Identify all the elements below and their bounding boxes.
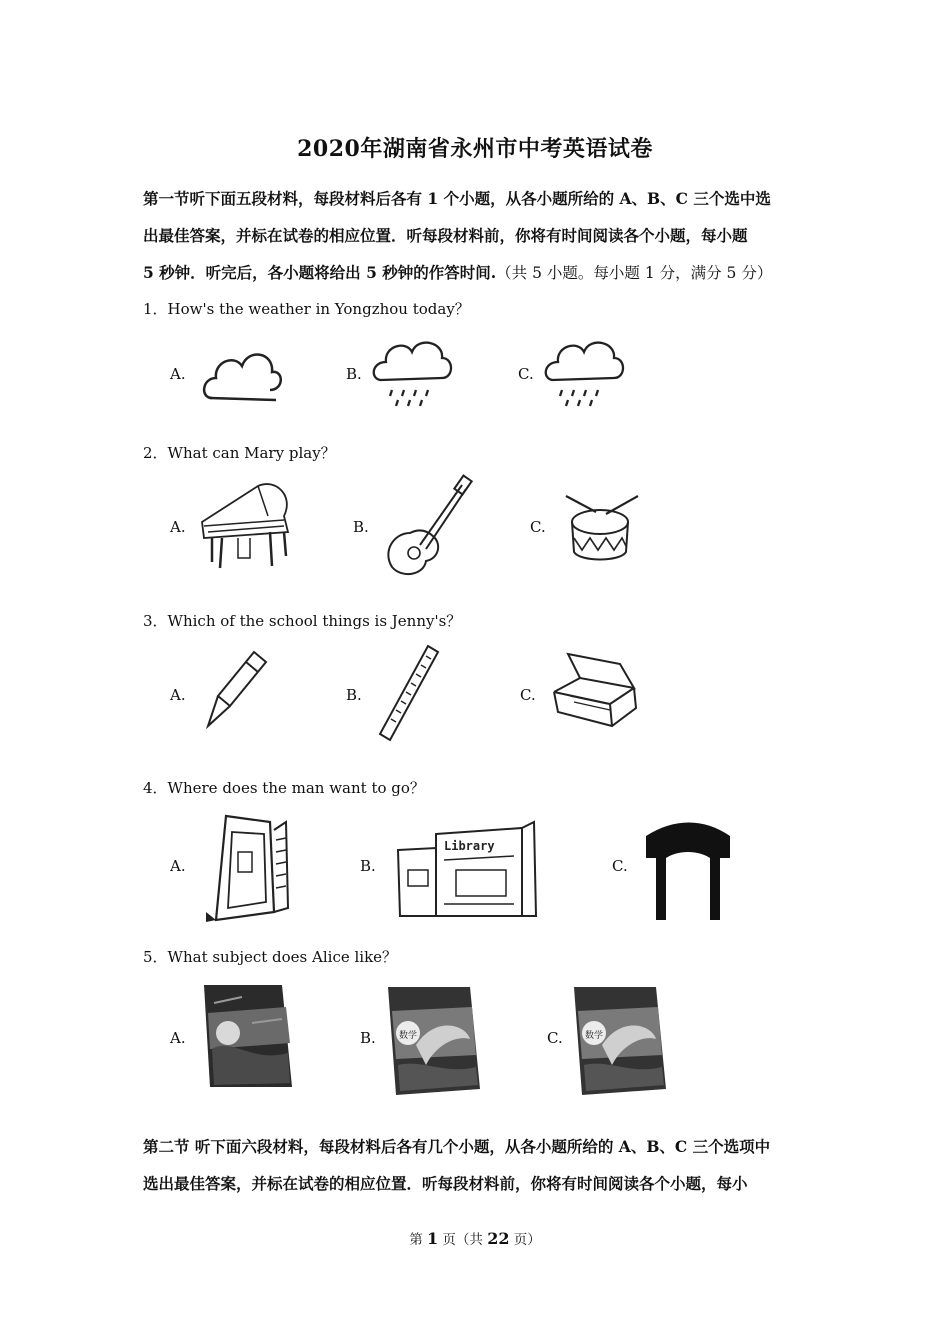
math-book-label: 数学	[399, 1031, 418, 1041]
question-4-stem: 4．Where does the man want to go？	[143, 779, 425, 797]
q4-option-c-label: C.	[612, 857, 628, 875]
section2-line1: 第二节 听下面六段材料，每段材料后各有几个小题，从各小题所给的 A、B、C 三个选项中	[143, 1137, 771, 1156]
library-icon	[396, 820, 541, 920]
pen-icon	[200, 648, 270, 733]
question-1-stem: 1．How's the weather in Yongzhou today？	[143, 300, 470, 318]
question-2-stem: 2．What can Mary play？	[143, 444, 336, 462]
piano-icon	[198, 476, 298, 576]
page-footer	[0, 1228, 950, 1248]
q5-option-c-label: C.	[547, 1029, 563, 1047]
pencil-box-icon	[550, 652, 640, 734]
math-book-icon	[572, 985, 670, 1097]
section1-line3-light: （共 5 小题。每小题 1 分，满分 5 分）	[496, 264, 773, 282]
q1-option-a-label: A.	[170, 365, 186, 383]
section2-line2: 选出最佳答案，并标在试卷的相应位置．听每段材料前，你将有时间阅读各个小题，每小	[143, 1174, 748, 1193]
math-book-icon	[386, 985, 484, 1097]
footer-page-number: 1	[427, 1229, 439, 1248]
q2-option-b-label: B.	[353, 518, 369, 536]
footer-middle: 页（共	[438, 1232, 488, 1248]
q1-option-b-label: B.	[346, 365, 362, 383]
section1-line2: 出最佳答案，并标在试卷的相应位置．听每段材料前，你将有时间阅读各个小题，每小题	[143, 226, 748, 245]
footer-total-pages: 22	[487, 1229, 510, 1248]
section1-line1: 第一节听下面五段材料，每段材料后各有 1 个小题，从各小题所给的 A、B、C 三个选中选	[143, 189, 771, 208]
footer-suffix: 页）	[509, 1232, 541, 1248]
q1-option-c-label: C.	[518, 365, 534, 383]
q5-option-a-label: A.	[170, 1029, 186, 1047]
drum-icon	[566, 490, 646, 565]
q3-option-c-label: C.	[520, 686, 536, 704]
q3-option-b-label: B.	[346, 686, 362, 704]
section1-instructions	[143, 180, 811, 292]
guitar-icon	[380, 475, 475, 580]
q4-option-a-label: A.	[170, 857, 186, 875]
footer-prefix: 第	[409, 1232, 427, 1248]
math-book-label: 数学	[585, 1031, 604, 1041]
rain-cloud-icon	[372, 338, 452, 413]
question-5-stem: 5．What subject does Alice like？	[143, 948, 398, 966]
library-sign-text: Library	[444, 839, 495, 853]
cinema-icon	[200, 812, 295, 927]
q2-option-c-label: C.	[530, 518, 546, 536]
section1-line3-bold: 5 秒钟．听完后，各小题将给出 5 秒钟的作答时间.	[143, 263, 497, 282]
question-3-stem: 3．Which of the school things is Jenny's？	[143, 612, 462, 630]
gate-icon	[644, 820, 734, 925]
q5-option-b-label: B.	[360, 1029, 376, 1047]
cloud-icon	[200, 340, 285, 410]
section1-line3	[143, 254, 811, 292]
q3-option-a-label: A.	[170, 686, 186, 704]
section2-instructions	[143, 1128, 811, 1202]
book-cover-icon	[202, 983, 294, 1091]
q4-option-b-label: B.	[360, 857, 376, 875]
q2-option-a-label: A.	[170, 518, 186, 536]
ruler-icon	[374, 644, 444, 744]
page-title: 2020年湖南省永州市中考英语试卷	[297, 136, 653, 162]
rain-cloud-icon	[544, 338, 624, 413]
